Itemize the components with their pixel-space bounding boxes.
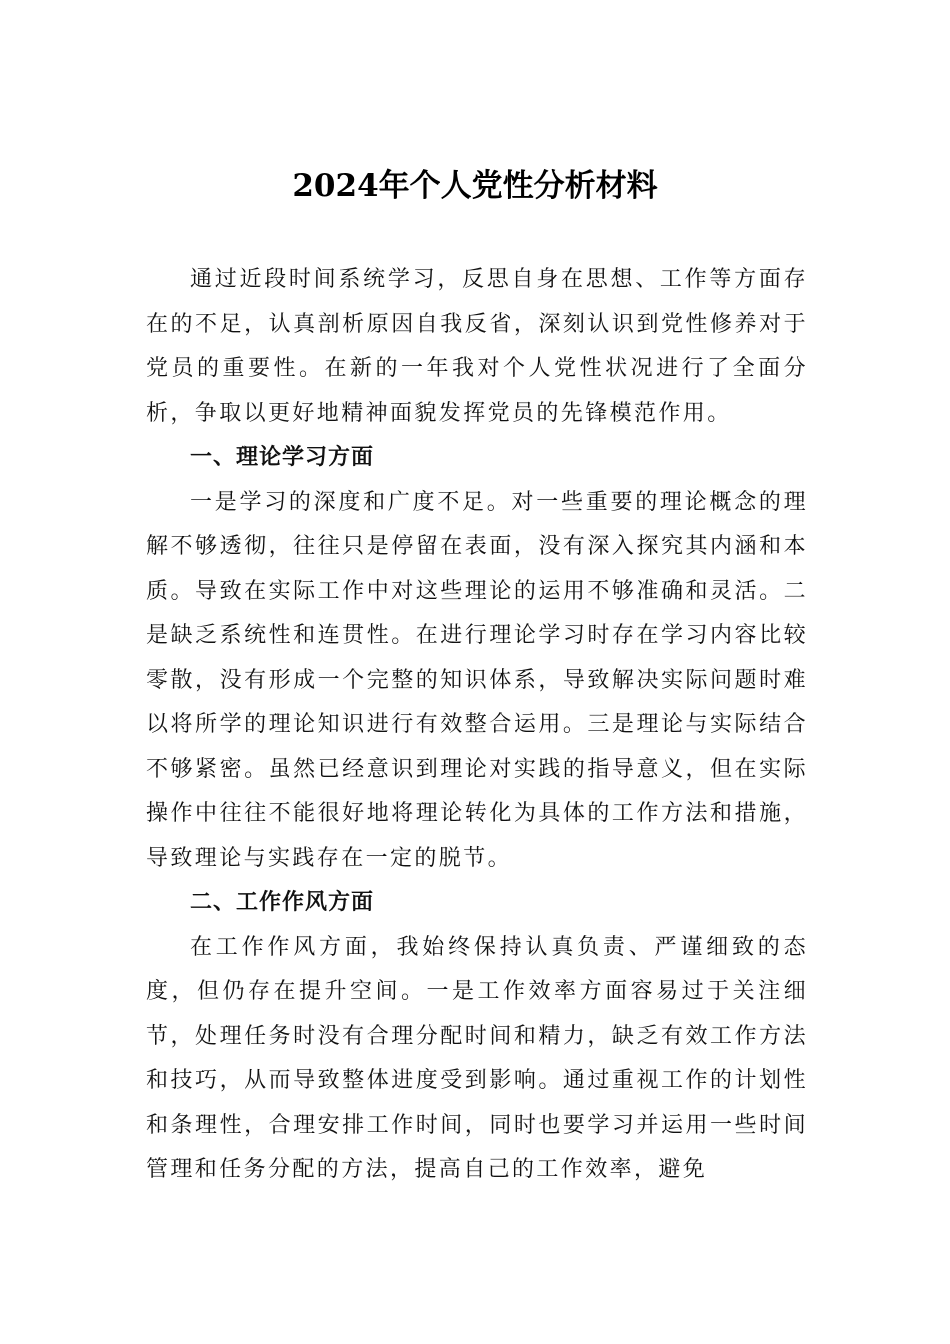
- section-heading-work-style: 二、工作作风方面: [190, 890, 375, 915]
- section-paragraph-theory: 一是学习的深度和广度不足。对一些重要的理论概念的理解不够透彻，往往只是停留在表面，没有深入探究其内涵和本质。导致在实际工作中对这些理论的运用不够准确和灵活。二是缺乏系统性和连贯性。在进行理论学习时存在学习内容比较零散，没有形成一个完整的知识体系，导致解决实际问题时难以将所学的理论知识进行有效整合运用。三是理论与实际结合不够紧密。虽然已经意识到理论对实践的指导意义，但在实际操作中往往不能很好地将理论转化为具体的工作方法和措施，导致理论与实践存在一定的脱节。: [146, 489, 808, 871]
- section-paragraph-work-style: 在工作作风方面，我始终保持认真负责、严谨细致的态度，但仍存在提升空间。一是工作效率方面容易过于关注细节，处理任务时没有合理分配时间和精力，缺乏有效工作方法和技巧，从而导致整体进度受到影响。通过重视工作的计划性和条理性，合理安排工作时间，同时也要学习并运用一些时间管理和任务分配的方法，提高自己的工作效率，避免: [146, 934, 808, 1182]
- intro-paragraph: 通过近段时间系统学习，反思自身在思想、工作等方面存在的不足，认真剖析原因自我反省，深刻认识到党性修养对于党员的重要性。在新的一年我对个人党性状况进行了全面分析，争取以更好地精神面貌发挥党员的先锋模范作用。: [146, 267, 808, 426]
- section-heading-theory: 一、理论学习方面: [190, 445, 375, 470]
- document-body: [146, 258, 808, 1193]
- document-title: 2024年个人党性分析材料: [292, 168, 658, 204]
